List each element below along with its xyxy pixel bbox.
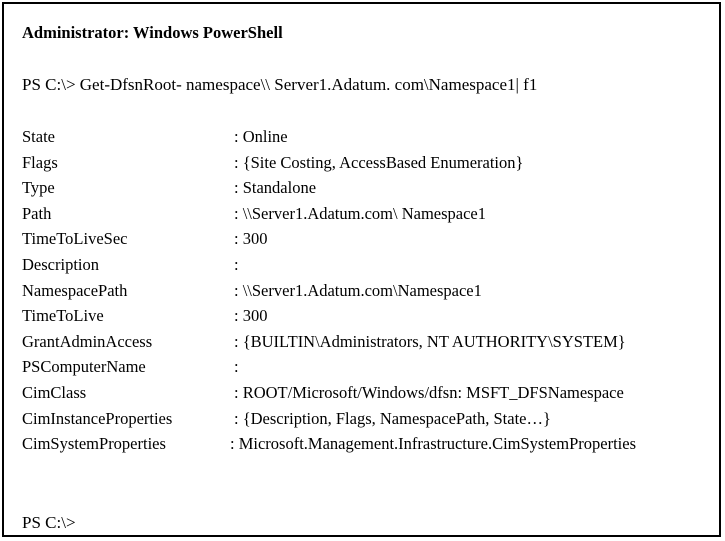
property-name: Type — [22, 178, 55, 198]
property-name: CimSystemProperties — [22, 434, 166, 454]
property-value: : 300 — [234, 306, 268, 326]
property-name: Description — [22, 254, 99, 274]
property-value: : \\Server1.Adatum.com\ Namespace1 — [234, 203, 487, 223]
property-value: : {Site Costing, AccessBased Enumeration} — [234, 152, 524, 172]
property-name: TimeToLiveSec — [22, 229, 128, 249]
property-name: GrantAdminAccess — [22, 331, 153, 351]
property-name: Flags — [22, 152, 58, 172]
property-name: CimClass — [22, 382, 87, 402]
property-name: Path — [22, 203, 52, 223]
property-value: : ROOT/Microsoft/Windows/dfsn: MSFT_DFSNamespace — [234, 382, 624, 402]
window-title: Administrator: Windows PowerShell — [22, 23, 283, 42]
property-value: : \\Server1.Adatum.com\Namespace1 — [234, 280, 482, 300]
property-name: TimeToLive — [22, 306, 104, 326]
property-value: : Online — [234, 127, 288, 146]
property-value: : 300 — [234, 229, 268, 249]
property-name: CimInstanceProperties — [22, 408, 173, 428]
property-value: : — [234, 254, 239, 274]
property-value: : {BUILTIN\Administrators, NT AUTHORITY\SYSTEM} — [234, 331, 626, 351]
property-value: : Standalone — [234, 178, 317, 198]
command-line: PS C:\> Get-DfsnRoot- namespace\\ Server1.Adatum. com\Namespace1| f1 — [22, 75, 538, 94]
property-name: PSComputerName — [22, 357, 146, 377]
property-value: : Microsoft.Management.Infrastructure.CimSystemProperties — [230, 434, 636, 454]
powershell-window — [2, 2, 721, 537]
property-name: NamespacePath — [22, 280, 128, 300]
property-name: State — [22, 127, 55, 146]
property-value: : — [234, 357, 239, 377]
property-value: : {Description, Flags, NamespacePath, State…} — [234, 408, 551, 428]
command-prompt[interactable]: PS C:\> — [22, 513, 76, 532]
